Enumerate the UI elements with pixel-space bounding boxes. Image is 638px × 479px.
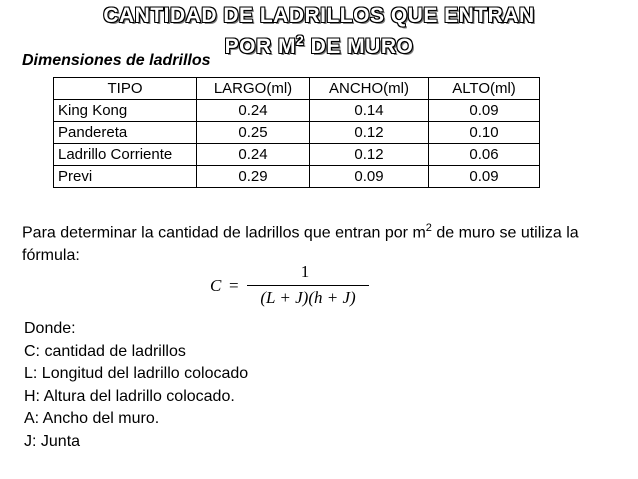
section-subtitle: Dimensiones de ladrillos [22, 52, 211, 69]
paragraph-text-b: de muro se utiliza la fórmula: [22, 224, 579, 265]
title-line-2-prefix: POR M [224, 35, 297, 58]
table-cell: 0.24 [197, 144, 310, 166]
table-header-row [54, 78, 540, 100]
column-header-ancho: ANCHO(ml) [310, 78, 429, 100]
brick-count-formula [205, 260, 375, 320]
column-header-tipo: TIPO [54, 78, 197, 100]
formula-numerator: 1 [300, 262, 310, 281]
table-row [54, 166, 540, 188]
column-header-largo: LARGO(ml) [197, 78, 310, 100]
table-cell: 0.25 [197, 122, 310, 144]
table-cell: 0.10 [429, 122, 540, 144]
column-header-alto: ALTO(ml) [429, 78, 540, 100]
table-cell: 0.29 [197, 166, 310, 188]
list-item: A: Ancho del muro. [24, 410, 160, 427]
list-item: Donde: [24, 320, 76, 337]
table-cell: 0.09 [429, 100, 540, 122]
list-item: C: cantidad de ladrillos [24, 342, 186, 360]
table-cell: Previ [54, 166, 197, 188]
fraction-bar [247, 285, 369, 286]
table-row [54, 100, 540, 122]
table-cell: Ladrillo Corriente [54, 144, 197, 166]
list-item: J: Junta [24, 432, 81, 450]
table-row [54, 122, 540, 144]
table-cell: 0.06 [429, 144, 540, 166]
list-item: L: Longitud del ladrillo colocado [24, 365, 249, 382]
formula-lhs: C [210, 276, 222, 295]
paragraph-superscript: 2 [425, 222, 432, 234]
page-title [0, 4, 638, 59]
list-item: H: Altura del ladrillo colocado. [24, 387, 235, 405]
title-superscript: 2 [296, 32, 305, 48]
formula-denominator: (L + J)(h + J) [260, 288, 356, 307]
brick-dimensions-table [53, 77, 540, 188]
table-cell: 0.09 [429, 166, 540, 188]
table-cell: 0.14 [310, 100, 429, 122]
table-row [54, 144, 540, 166]
table-cell: Pandereta [54, 122, 197, 144]
paragraph-text-a: Para determinar la cantidad de ladrillos que entran por m [22, 224, 426, 242]
title-line-1: CANTIDAD DE LADRILLOS QUE ENTRAN [103, 4, 535, 27]
formula-equals: = [229, 276, 239, 295]
table-cell: 0.24 [197, 100, 310, 122]
table-cell: 0.09 [310, 166, 429, 188]
title-line-2-suffix: DE MURO [304, 35, 414, 58]
table-cell: 0.12 [310, 122, 429, 144]
table-cell: King Kong [54, 100, 197, 122]
table-cell: 0.12 [310, 144, 429, 166]
variable-definitions [24, 318, 248, 453]
